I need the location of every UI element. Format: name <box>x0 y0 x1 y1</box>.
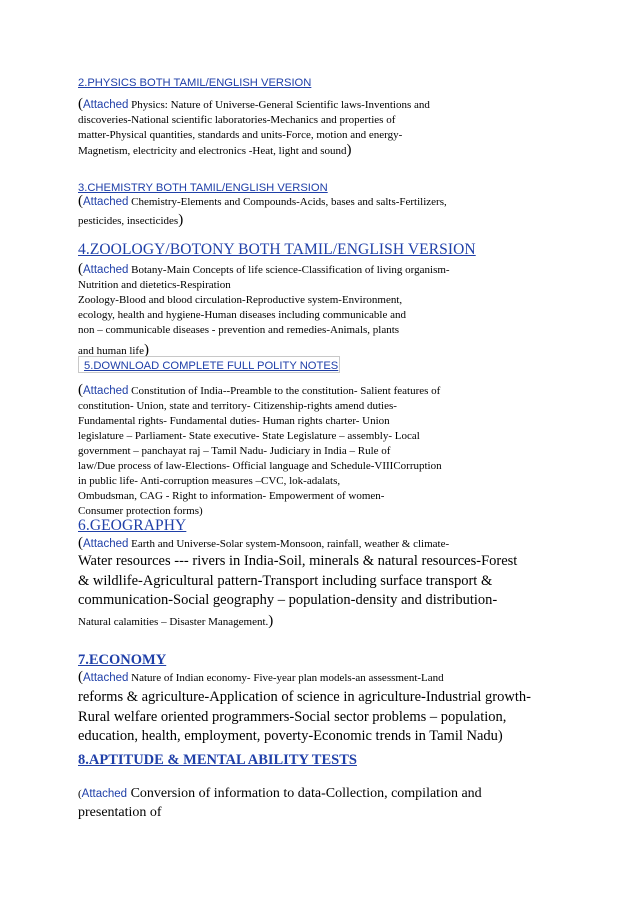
body-line: constitution- Union, state and territory- Citizenship-rights amend duties- <box>78 400 397 412</box>
open-paren: ( <box>78 788 82 800</box>
body-line: pesticides, insecticides <box>78 215 179 227</box>
body-line: & wildlife-Agricultural pattern-Transport including surface transport & <box>78 572 493 589</box>
body-line: government – panchayat raj – Tamil Nadu- Judiciary in India – Rule of <box>78 445 391 457</box>
body-line: ecology, health and hygiene-Human diseases including communicable and <box>78 309 406 321</box>
geography-body <box>78 536 598 630</box>
body-line: Physics: Nature of Universe-General Scientific laws-Inventions and <box>128 99 430 111</box>
body-line: Natural calamities – Disaster Management. <box>78 615 269 628</box>
body-line: communication-Social geography – population-density and distribution- <box>78 592 498 608</box>
body-line: Water resources --- rivers in India-Soil, minerals & natural resources-Forest <box>78 553 518 569</box>
body-line: and human life <box>78 345 144 357</box>
chemistry-heading[interactable]: 3.CHEMISTRY BOTH TAMIL/ENGLISH VERSION <box>78 182 328 194</box>
body-line: Magnetism, electricity and electronics -Heat, light and sound <box>78 145 347 157</box>
body-line: Rural welfare oriented programmers-Social sector problems – population, <box>78 708 507 725</box>
body-line: Nutrition and dietetics-Respiration <box>78 279 231 291</box>
close-paren: ) <box>346 142 352 158</box>
body-line: non – communicable diseases - prevention and remedies-Animals, plants <box>78 324 400 336</box>
open-paren: ( <box>78 193 83 209</box>
body-line: education, health, employment, poverty-Economic trends in Tamil Nadu) <box>78 728 503 744</box>
body-line: Zoology-Blood and blood circulation-Reproductive system-Environment, <box>78 294 403 306</box>
zoology-body <box>78 262 598 359</box>
attached-label: Attached <box>83 538 129 550</box>
body-line: matter-Physical quantities, standards and units-Force, motion and energy- <box>78 129 403 141</box>
attached-label: Attached <box>81 788 128 800</box>
body-line: presentation of <box>78 804 162 820</box>
body-line: Conversion of information to data-Collection, compilation and <box>127 786 482 801</box>
body-line: Fundamental rights- Fundamental duties- Human rights charter- Union <box>78 415 390 427</box>
physics-heading[interactable]: 2.PHYSICS BOTH TAMIL/ENGLISH VERSION <box>78 77 312 89</box>
polity-heading[interactable]: 5.DOWNLOAD COMPLETE FULL POLITY NOTES <box>84 360 339 372</box>
close-paren: ) <box>268 612 274 629</box>
aptitude-body <box>78 785 598 822</box>
body-line: Botany-Main Concepts of life science-Classification of living organism- <box>128 264 450 276</box>
attached-label: Attached <box>83 264 129 276</box>
body-line: law/Due process of law-Elections- Official language and Schedule-VIIICorruption <box>78 460 442 472</box>
close-paren: ) <box>198 505 203 517</box>
open-paren: ( <box>78 535 83 551</box>
physics-body <box>78 97 598 159</box>
close-paren: ) <box>143 342 149 358</box>
attached-label: Attached <box>83 672 129 684</box>
body-line: reforms & agriculture-Application of science in agriculture-Industrial growth- <box>78 689 531 705</box>
attached-label: Attached <box>83 99 129 111</box>
close-paren: ) <box>178 212 184 228</box>
body-line: Consumer protection forms <box>78 505 199 517</box>
zoology-heading[interactable]: 4.ZOOLOGY/BOTONY BOTH TAMIL/ENGLISH VERSION <box>78 241 476 258</box>
open-paren: ( <box>78 669 83 685</box>
open-paren: ( <box>78 96 83 112</box>
body-line: Constitution of India--Preamble to the constitution- Salient features of <box>128 385 441 397</box>
open-paren: ( <box>78 382 83 398</box>
body-line: Chemistry-Elements and Compounds-Acids, bases and salts-Fertilizers, <box>128 196 447 208</box>
body-line: in public life- Anti-corruption measures –CVC, lok-adalats, <box>78 475 341 487</box>
geography-heading[interactable]: 6.GEOGRAPHY <box>78 517 187 534</box>
attached-label: Attached <box>83 196 129 208</box>
body-line: Earth and Universe-Solar system-Monsoon, rainfall, weather & climate- <box>128 538 450 550</box>
body-line: Nature of Indian economy- Five-year plan models-an assessment-Land <box>128 672 444 684</box>
open-paren: ( <box>78 261 83 277</box>
chemistry-body <box>78 194 598 229</box>
attached-label: Attached <box>83 385 129 397</box>
economy-body <box>78 670 598 747</box>
body-line: legislature – Parliament- State executive- State Legislature – assembly- Local <box>78 430 420 442</box>
aptitude-heading[interactable]: 8.APTITUDE & MENTAL ABILITY TESTS <box>78 752 357 768</box>
economy-heading[interactable]: 7.ECONOMY <box>78 652 167 668</box>
body-line: Ombudsman, CAG - Right to information- Empowerment of women- <box>78 490 385 502</box>
polity-body <box>78 383 598 519</box>
body-line: discoveries-National scientific laboratories-Mechanics and properties of <box>78 114 396 126</box>
